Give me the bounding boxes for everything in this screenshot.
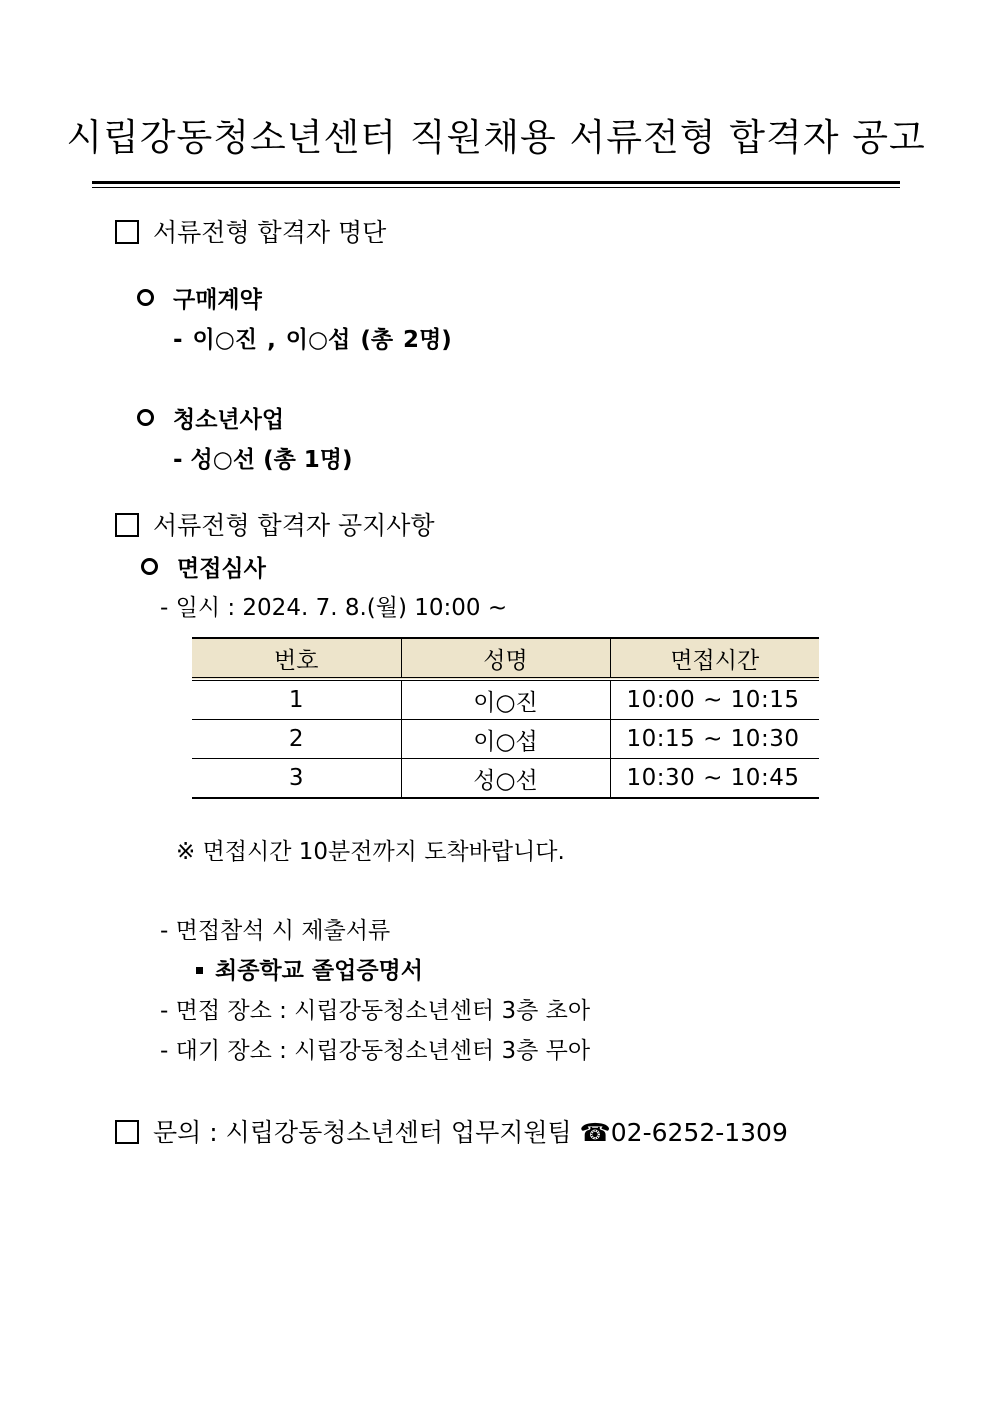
interview-place: - 면접 장소 : 시립강동청소년센터 3층 초아	[160, 998, 591, 1024]
cell-number: 3	[192, 759, 401, 799]
cell-time: 10:00 ~ 10:15	[610, 679, 819, 720]
checkbox-square-icon	[115, 513, 139, 537]
table-row	[192, 679, 819, 720]
cell-number: 1	[192, 679, 401, 720]
checkbox-square-icon	[115, 1120, 139, 1144]
documents-item-label: 최종학교 졸업증명서	[215, 958, 423, 984]
group-detail-youth: - 성○선 (총 1명)	[173, 447, 353, 473]
waiting-place: - 대기 장소 : 시립강동청소년센터 3층 무아	[160, 1038, 591, 1064]
group-heading-youth	[137, 404, 284, 436]
arrival-note: ※ 면접시간 10분전까지 도착바랍니다.	[176, 839, 565, 865]
table-header-row	[192, 638, 819, 679]
title-rule-thin	[92, 187, 900, 188]
group-name-youth: 청소년사업	[173, 407, 285, 433]
group-detail-purchase: - 이○진 , 이○섭 (총 2명)	[173, 327, 452, 353]
phone-icon: ☎	[579, 1118, 611, 1147]
interview-heading-label: 면접심사	[177, 556, 266, 582]
documents-item	[196, 955, 423, 987]
circle-bullet-icon	[137, 409, 154, 426]
table-row	[192, 759, 819, 799]
contact-line	[115, 1116, 788, 1150]
group-name-purchase: 구매계약	[173, 287, 262, 313]
square-bullet-icon	[196, 967, 203, 974]
section-heading-notice	[115, 509, 435, 543]
circle-bullet-icon	[137, 289, 154, 306]
interview-datetime: - 일시 : 2024. 7. 8.(월) 10:00 ~	[160, 595, 508, 621]
section-heading-list-label: 서류전형 합격자 명단	[153, 218, 387, 247]
col-header-number: 번호	[192, 638, 401, 679]
title-rule-thick	[92, 181, 900, 184]
cell-name: 이○섭	[401, 720, 610, 759]
cell-name: 성○선	[401, 759, 610, 799]
table-row	[192, 720, 819, 759]
cell-number: 2	[192, 720, 401, 759]
group-heading-purchase	[137, 284, 262, 316]
section-heading-notice-label: 서류전형 합격자 공지사항	[153, 511, 435, 540]
circle-bullet-icon	[141, 558, 158, 575]
col-header-name: 성명	[401, 638, 610, 679]
checkbox-square-icon	[115, 220, 139, 244]
contact-label: 문의 : 시립강동청소년센터 업무지원팀	[153, 1118, 572, 1147]
interview-table	[192, 637, 819, 799]
cell-time: 10:15 ~ 10:30	[610, 720, 819, 759]
col-header-time: 면접시간	[610, 638, 819, 679]
interview-heading	[141, 553, 266, 585]
documents-label: - 면접참석 시 제출서류	[160, 918, 391, 944]
cell-name: 이○진	[401, 679, 610, 720]
section-heading-list	[115, 216, 386, 250]
page-title: 시립강동청소년센터 직원채용 서류전형 합격자 공고	[66, 116, 926, 159]
cell-time: 10:30 ~ 10:45	[610, 759, 819, 799]
contact-phone: 02-6252-1309	[610, 1118, 788, 1147]
